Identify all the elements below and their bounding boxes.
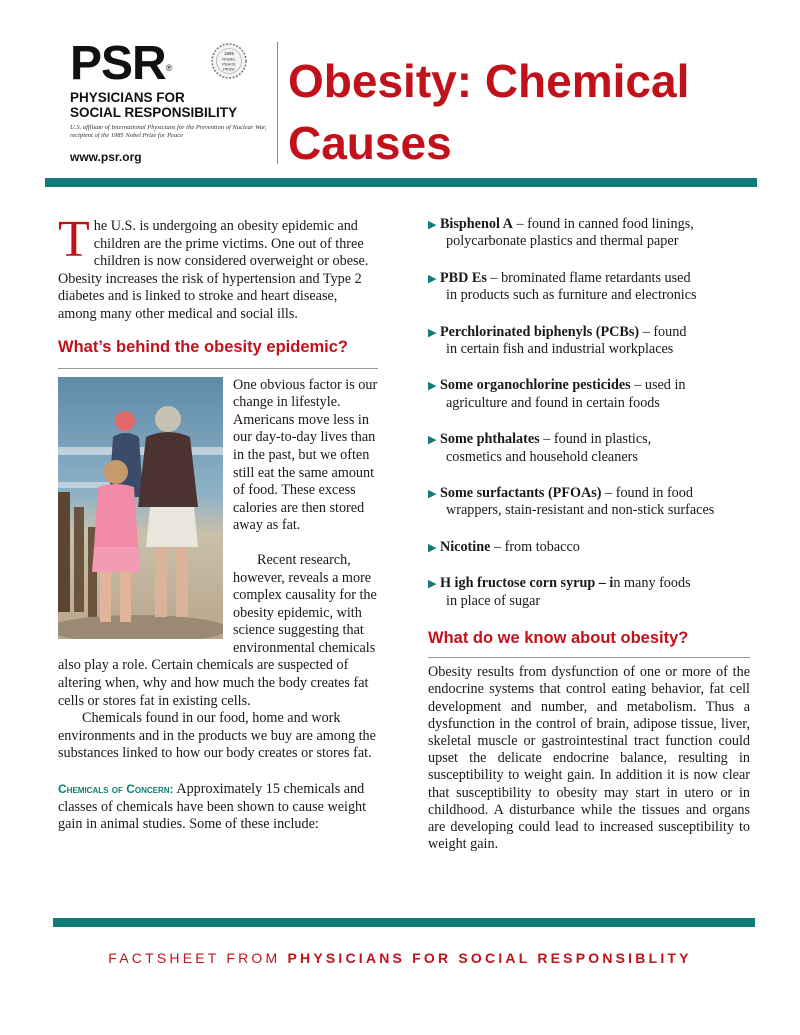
section-heading-know-about-obesity: What do we know about obesity? (428, 629, 689, 648)
chemical-list-item (428, 431, 750, 466)
drop-cap: T (58, 211, 90, 268)
org-name (70, 90, 275, 120)
header-divider (277, 42, 278, 164)
beach-photo (58, 377, 223, 639)
triangle-bullet-icon: ▶ (428, 218, 440, 231)
left-column (58, 211, 378, 834)
affiliation-line2: recipient of the 1985 Nobel Prize for Peace (70, 132, 183, 139)
section-heading-behind-epidemic: What’s behind the obesity epidemic? (58, 337, 349, 356)
triangle-bullet-icon: ▶ (428, 577, 440, 591)
triangle-bullet-icon: ▶ (428, 540, 440, 554)
triangle-bullet-icon: ▶ (428, 271, 440, 285)
website-link[interactable]: www.psr.org (70, 150, 142, 164)
bottom-divider-bar (53, 918, 755, 927)
chemical-name: H igh fructose corn syrup – i (439, 575, 614, 592)
svg-text:PEACE: PEACE (222, 61, 236, 67)
obesity-paragraph: Obesity results from dysfunction of one or more of the endocrine systems that control eating behavior, fat cell development and number, and metabolism. Thus a dysfunction in the control of brain, adipose tissue, liver, skeletal muscle or gastrointestinal tract function could upset the delicate endocrine balance, resulting in susceptibility to weight gain. In addition it is now clear that susceptibility to obesity may start in utero or in childhood. A disturbance while the tissues and organs are developing could lead to increased susceptibility to weight gain. (428, 664, 750, 853)
page-title-line2: Causes (288, 117, 452, 169)
chemical-name: Nicotine (439, 538, 491, 555)
affiliation-text (70, 124, 275, 140)
chemical-description: n many foods (613, 575, 691, 592)
psr-logo: PSR® (70, 37, 172, 90)
chemical-list-item (428, 270, 750, 305)
chemical-description: – found in food (601, 485, 693, 502)
chemical-name: Some phthalates (439, 431, 540, 448)
triangle-bullet-icon: ▶ (428, 487, 440, 501)
chemical-list (428, 216, 750, 610)
chemical-description: – found (639, 323, 687, 340)
triangle-bullet-icon: ▶ (428, 379, 440, 393)
chemical-name: PBD Es (439, 269, 487, 286)
svg-text:PRIZE: PRIZE (223, 66, 235, 72)
chemical-description-continued: in certain fish and industrial workplaces (446, 341, 674, 358)
research-paragraph: Recent research, however, reveals a more complex causality for the obesity epidemic, with science suggesting that environmental chemicals also play a role. Certain chemicals are suspected of altering when, why and how much the body creates fat cells or stores fat in existing cells. (58, 551, 377, 709)
chemical-name: Bisphenol A (439, 216, 513, 232)
chemicals-of-concern-label: Chemicals of Concern: (58, 782, 174, 797)
chemical-name: Some surfactants (PFOAs) (439, 485, 602, 502)
org-name-line1: PHYSICIANS FOR (70, 90, 185, 105)
affiliation-line1: U.S. affiliate of International Physicians for the Prevention of Nuclear War, (70, 124, 267, 131)
chemical-name: Perchlorinated biphenyls (PCBs) (439, 323, 640, 340)
section-rule (58, 368, 378, 369)
chemical-description-continued: cosmetics and household cleaners (446, 448, 638, 465)
psr-logo-block (70, 37, 275, 165)
svg-text:1985: 1985 (223, 51, 235, 56)
chemical-description-continued: in products such as furniture and electronics (446, 287, 697, 304)
chemical-list-item (428, 539, 750, 556)
org-name-line2: SOCIAL RESPONSIBILITY (70, 105, 238, 120)
page-title-line1: Obesity: Chemical (288, 55, 690, 107)
section-rule (428, 657, 750, 658)
page-title (288, 50, 758, 174)
chemical-list-item (428, 575, 750, 610)
chemical-description-continued: in place of sugar (446, 592, 541, 609)
right-column (428, 216, 750, 853)
chemical-description-continued: agriculture and found in certain foods (446, 394, 660, 411)
chemical-list-item (428, 216, 750, 251)
chemicals-of-concern-paragraph: Chemicals of Concern: Approximately 15 chemicals and classes of chemicals have been shown to cause weight gain in animal studies. Some of these include: (58, 781, 367, 833)
chemical-description: – from tobacco (490, 538, 580, 555)
svg-text:NOBEL: NOBEL (222, 56, 236, 62)
triangle-bullet-icon: ▶ (428, 325, 440, 339)
chemical-name: Some organochlorine pesticides (439, 377, 631, 394)
intro-paragraph: The U.S. is undergoing an obesity epidemic and children are the prime victims. One out of three children is now considered overweight or obese. Obesity increases the risk of hypertension and Type 2 diabetes and is linked to stroke and heart disease, among many other medical and social ills. (58, 211, 369, 322)
triangle-bullet-icon: ▶ (428, 433, 440, 447)
chemical-list-item (428, 485, 750, 520)
nobel-seal-icon (210, 40, 248, 82)
chemical-description: – found in canned food linings, (512, 216, 694, 232)
chemical-description: – found in plastics, (539, 431, 652, 448)
chemical-list-item (428, 377, 750, 412)
footer: FACTSHEET FROM PHYSICIANS FOR SOCIAL RESPONSIBLITY (108, 950, 692, 966)
lifestyle-paragraph: One obvious factor is our change in lifestyle. Americans move less in our day-to-day lives than in the past, but we often still eat the same amount of food. These excess calories are then stored away as fat. (58, 377, 378, 535)
chemicals-paragraph: Chemicals found in our food, home and work environments and in the products we buy are among the substances linked to how our body creates or stores fat. (58, 710, 376, 762)
chemical-description-continued: polycarbonate plastics and thermal paper (446, 233, 679, 250)
chemical-description-continued: wrappers, stain-resistant and non-stick surfaces (446, 502, 715, 519)
chemical-description: – used in (630, 377, 686, 394)
chemical-list-item (428, 324, 750, 359)
top-divider-bar (45, 178, 757, 187)
chemical-description: – brominated flame retardants used (486, 269, 691, 286)
